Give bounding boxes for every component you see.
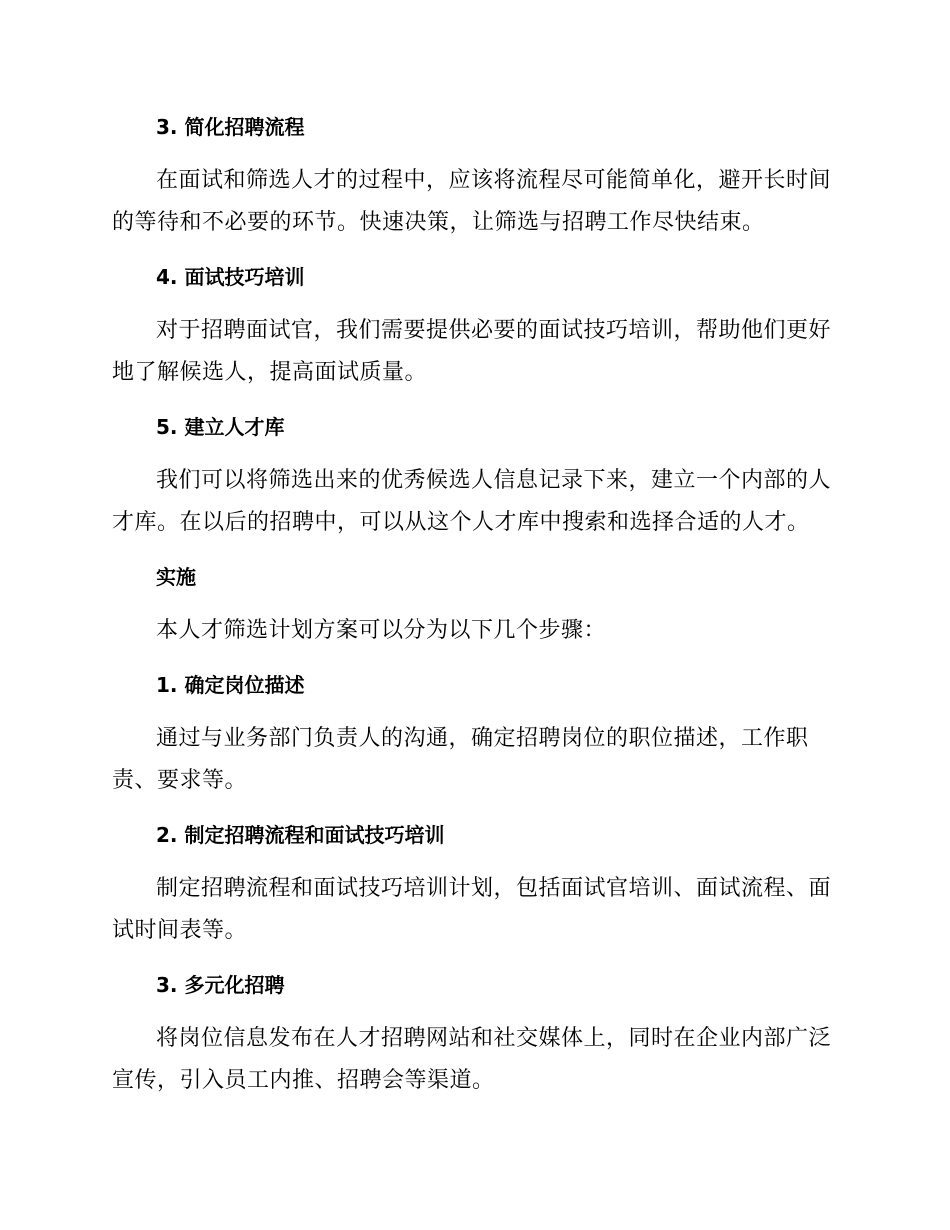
document-body: [112, 106, 832, 1114]
step-heading-job-description: 1. 确定岗位描述: [156, 673, 305, 697]
section-heading-simplify-process: 3. 简化招聘流程: [156, 115, 305, 139]
paragraph-talent-pool: 我们可以将筛选出来的优秀候选人信息记录下来，建立一个内部的人才库。在以后的招聘中，可以从这个人才库中搜索和选择合适的人才。: [112, 468, 832, 535]
section-heading-talent-pool: 5. 建立人才库: [156, 415, 285, 439]
step-heading-recruitment-process: 2. 制定招聘流程和面试技巧培训: [156, 823, 445, 847]
paragraph-simplify-process: 在面试和筛选人才的过程中，应该将流程尽可能简单化，避开长时间的等待和不必要的环节。快速决策，让筛选与招聘工作尽快结束。: [112, 168, 832, 235]
paragraph-implementation-intro: 本人才筛选计划方案可以分为以下几个步骤：: [156, 618, 607, 643]
section-heading-implementation: 实施: [156, 565, 196, 589]
section-heading-interview-training: 4. 面试技巧培训: [156, 265, 305, 289]
paragraph-diversified-recruitment: 将岗位信息发布在人才招聘网站和社交媒体上，同时在企业内部广泛宣传，引入员工内推、招聘会等渠道。: [112, 1026, 832, 1093]
paragraph-job-description: 通过与业务部门负责人的沟通，确定招聘岗位的职位描述，工作职责、要求等。: [112, 726, 809, 793]
paragraph-interview-training: 对于招聘面试官，我们需要提供必要的面试技巧培训，帮助他们更好地了解候选人，提高面试质量。: [112, 318, 832, 385]
step-heading-diversified-recruitment: 3. 多元化招聘: [156, 973, 285, 997]
paragraph-recruitment-process: 制定招聘流程和面试技巧培训计划，包括面试官培训、面试流程、面试时间表等。: [112, 876, 832, 943]
